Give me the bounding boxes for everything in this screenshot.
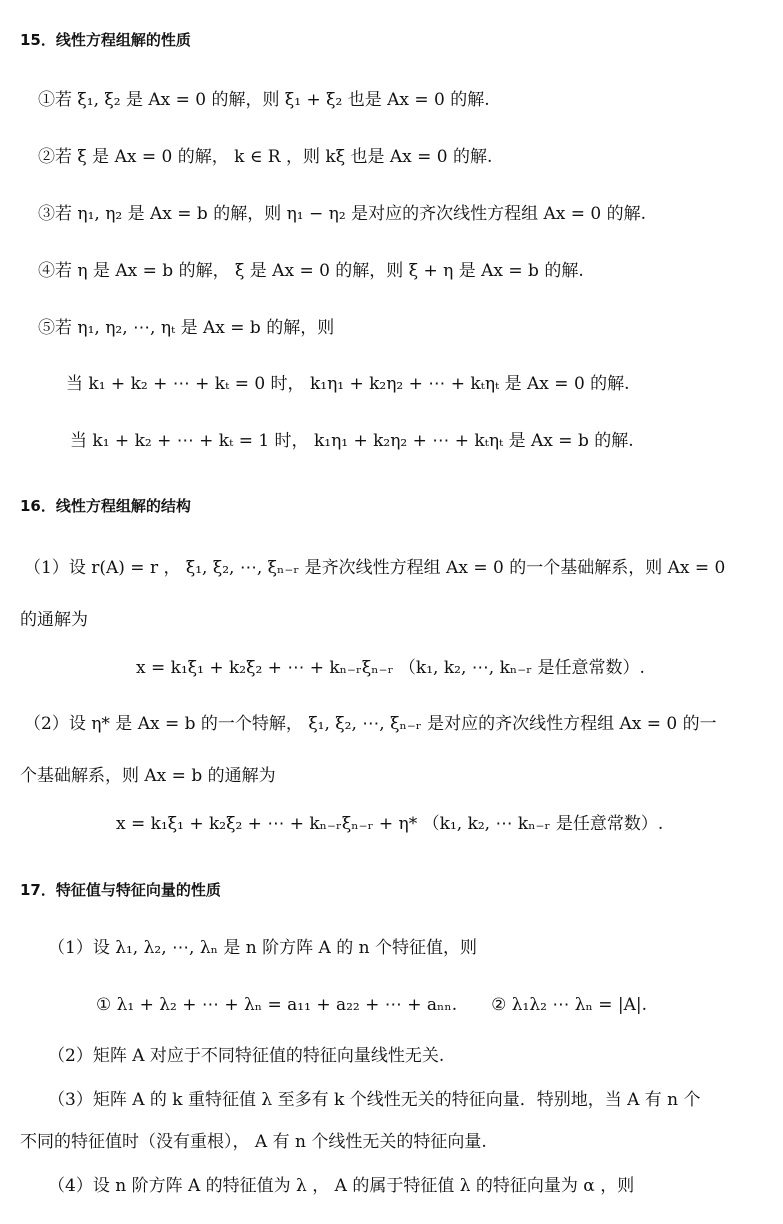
eigen-17-3: （3）矩阵 A 的 k 重特征值 λ 至多有 k 个线性无关的特征向量．特别地，当 A 有 n 个 (48, 1090, 701, 1110)
property-15-5a: 当 k₁ + k₂ + ⋯ + kₜ = 0 时， k₁η₁ + k₂η₂ + ⋯ + kₜηₜ 是 Ax = 0 的解. (66, 374, 630, 394)
property-15-2: ②若 ξ 是 Ax = 0 的解， k ∈ R ，则 kξ 也是 Ax = 0 的解. (38, 147, 493, 167)
structure-16-1: （1）设 r(A) = r ， ξ₁, ξ₂, ⋯, ξₙ₋ᵣ 是齐次线性方程组 Ax = 0 的一个基础解系，则 Ax = 0 (24, 558, 726, 578)
structure-16-2: （2）设 η* 是 Ax = b 的一个特解， ξ₁, ξ₂, ⋯, ξₙ₋ᵣ 是对应的齐次线性方程组 Ax = 0 的一 (24, 714, 717, 734)
heading-section-16: 16．线性方程组解的结构 (20, 497, 191, 515)
eigen-17-3-cont: 不同的特征值时（没有重根）， A 有 n 个线性无关的特征向量. (20, 1132, 487, 1152)
heading-section-15: 15．线性方程组解的性质 (20, 31, 191, 49)
eigen-17-2: （2）矩阵 A 对应于不同特征值的特征向量线性无关. (48, 1046, 445, 1066)
eigen-17-1: （1）设 λ₁, λ₂, ⋯, λₙ 是 n 阶方阵 A 的 n 个特征值，则 (48, 938, 477, 958)
structure-16-2-cont: 个基础解系，则 Ax = b 的通解为 (20, 766, 276, 786)
structure-16-1-cont: 的通解为 (20, 610, 88, 630)
formula-general-solution-homogeneous: x = k₁ξ₁ + k₂ξ₂ + ⋯ + kₙ₋ᵣξₙ₋ᵣ （k₁, k₂, ⋯, kₙ₋ᵣ 是任意常数）. (136, 658, 645, 678)
property-15-5b: 当 k₁ + k₂ + ⋯ + kₜ = 1 时， k₁η₁ + k₂η₂ + ⋯ + kₜηₜ 是 Ax = b 的解. (70, 431, 634, 451)
heading-section-17: 17．特征值与特征向量的性质 (20, 881, 221, 899)
formula-general-solution-nonhomogeneous: x = k₁ξ₁ + k₂ξ₂ + ⋯ + kₙ₋ᵣξₙ₋ᵣ + η* （k₁, k₂, ⋯ kₙ₋ᵣ 是任意常数）. (116, 814, 664, 834)
property-15-4: ④若 η 是 Ax = b 的解， ξ 是 Ax = 0 的解，则 ξ + η 是 Ax = b 的解. (38, 261, 584, 281)
property-15-5: ⑤若 η₁, η₂, ⋯, ηₜ 是 Ax = b 的解，则 (38, 318, 335, 338)
property-15-3: ③若 η₁, η₂ 是 Ax = b 的解，则 η₁ − η₂ 是对应的齐次线性方程组 Ax = 0 的解. (38, 204, 647, 224)
property-15-1: ①若 ξ₁, ξ₂ 是 Ax = 0 的解，则 ξ₁ + ξ₂ 也是 Ax = 0 的解. (38, 90, 490, 110)
formula-eigen-trace-det: ① λ₁ + λ₂ + ⋯ + λₙ = a₁₁ + a₂₂ + ⋯ + aₙₙ. ② λ₁λ₂ ⋯ λₙ = |A|. (96, 995, 648, 1015)
eigen-17-4: （4）设 n 阶方阵 A 的特征值为 λ ， A 的属于特征值 λ 的特征向量为 α ，则 (48, 1176, 635, 1196)
